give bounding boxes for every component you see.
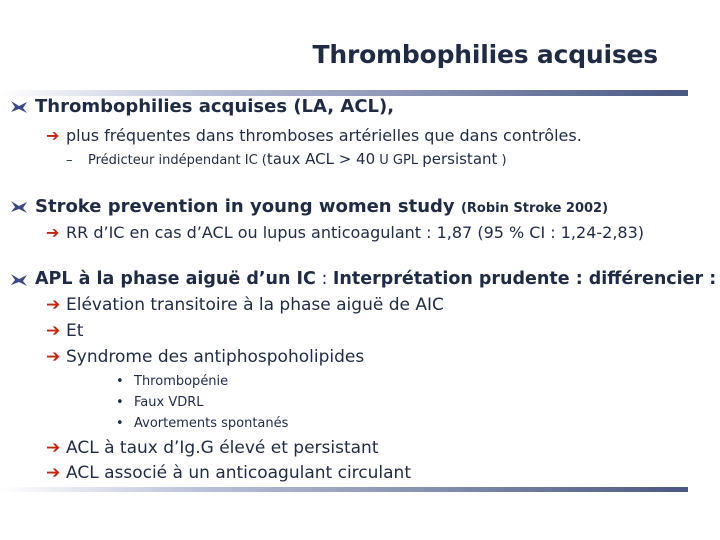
bullet-item: • Avortements spontanés [116,416,289,431]
list-item: ➔ ACL à taux d’Ig.G élevé et persistant [46,438,379,458]
bullet-item: • Faux VDRL [116,395,204,410]
swallow-flag-icon [10,273,28,287]
arrow-icon: ➔ [46,347,61,367]
arrow-icon: ➔ [46,223,60,242]
section-heading-1: Thrombophilies acquises (LA, ACL), [35,96,395,117]
page-title: Thrombophilies acquises [312,40,658,69]
section-heading-2: Stroke prevention in young women study (Robin Stroke 2002) [35,196,609,217]
sub-sub-item: – Prédicteur indépendant IC (taux ACL > 40 U GPL persistant ) [66,150,507,168]
list-item: ➔ Syndrome des antiphospoholipides [46,347,365,367]
sub-item: ➔ RR d’IC en cas d’ACL ou lupus anticoagulant : 1,87 (95 % CI : 1,24-2,83) [46,223,645,242]
bottom-divider [0,487,688,492]
arrow-icon: ➔ [46,295,61,315]
swallow-flag-icon [10,100,28,114]
list-item: ➔ ACL associé à un anticoagulant circulant [46,463,411,483]
sub-item [46,126,582,145]
dash-marker: – [66,153,73,168]
reference: (Robin Stroke 2002) [460,201,609,216]
section-heading-3: APL à la phase aiguë d’un IC : Interprétation prudente : différencier : [35,269,717,289]
list-item: ➔ Elévation transitoire à la phase aiguë de AIC [46,295,444,315]
list-item: ➔ Et [46,321,84,341]
swallow-flag-icon [10,200,28,214]
arrow-icon: ➔ [46,321,61,341]
arrow-icon: ➔ [46,438,61,458]
arrow-icon: ➔ [46,126,60,145]
arrow-icon: ➔ [46,463,61,483]
bullet-item: • Thrombopénie [116,374,229,389]
sub-text: plus fréquentes dans thromboses artérielles que dans contrôles. [66,126,582,145]
